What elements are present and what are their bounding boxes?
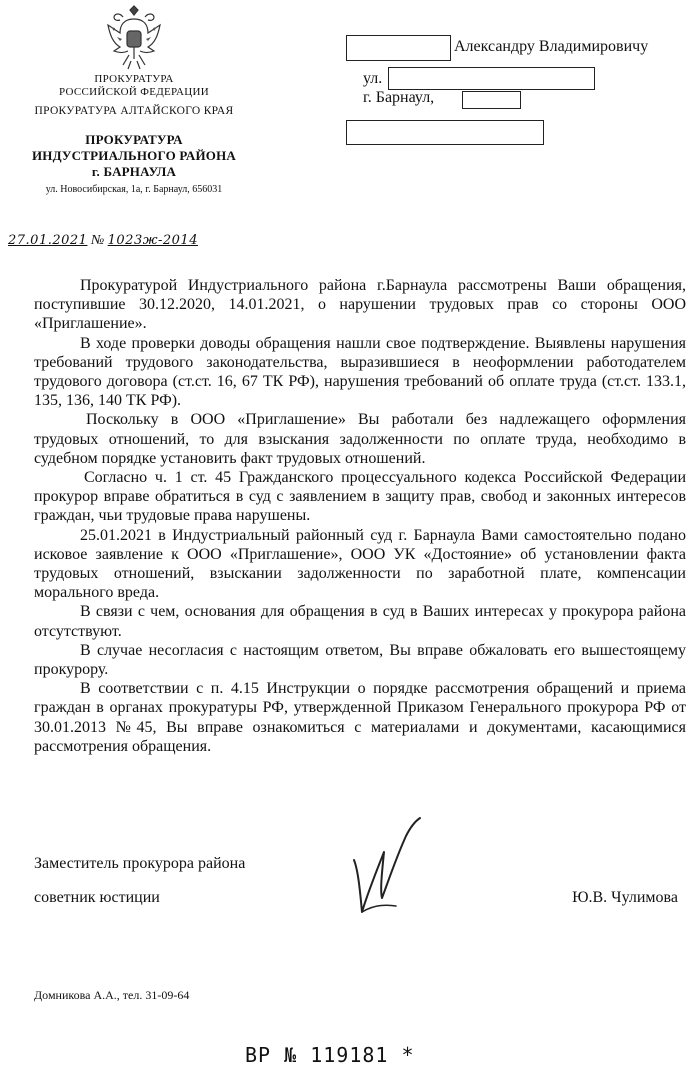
- redacted-surname: [346, 35, 451, 61]
- letter-body: [34, 276, 686, 756]
- body-paragraph: В связи с чем, основания для обращения в суд в Ваших интересах у прокурора района отсутствуют.: [34, 603, 686, 640]
- redacted-street: [388, 67, 595, 90]
- body-paragraph: В случае несогласия с настоящим ответом, Вы вправе обжаловать его вышестоящему прокурору.: [34, 641, 686, 679]
- letterhead-region: ПРОКУРАТУРА АЛТАЙСКОГО КРАЯ: [34, 105, 234, 117]
- executor-contact: Домникова А.А., тел. 31-09-64: [34, 988, 190, 1002]
- serial-number: ВР № 119181 *: [245, 1043, 415, 1067]
- letterhead-org: [4, 73, 264, 99]
- handwritten-signature-icon: [318, 800, 438, 920]
- body-paragraph: Согласно ч. 1 ст. 45 Гражданского процессуального кодекса Российской Федерации прокурор вправе обратиться в суд с заявлением в защиту прав, свобод и законных интересов граждан, чьи трудовые права нарушены.: [34, 469, 686, 525]
- letterhead-office: [4, 132, 264, 180]
- signer-name: Ю.В. Чулимова: [572, 889, 678, 906]
- letterhead-address: ул. Новосибирская, 1а, г. Барнаул, 656031: [45, 184, 223, 195]
- registration-number: 1023ж-2014: [107, 233, 198, 248]
- double-headed-eagle-icon: [103, 5, 165, 71]
- recipient-city: г. Барнаул,: [363, 89, 435, 106]
- registration-number-prefix: №: [90, 233, 105, 248]
- office-line1: ПРОКУРАТУРА: [85, 132, 183, 147]
- registration-line: [8, 233, 198, 249]
- body-paragraph: В соответствии с п. 4.15 Инструкции о порядке рассмотрения обращений и приема граждан в органах прокуратуры РФ, утвержденной Приказом Генерального прокурора РФ от 30.01.2013 №45, Вы вправе ознакомиться с материалами и документами, касающимися рассмотрения обращения.: [34, 680, 686, 755]
- body-paragraph: В ходе проверки доводы обращения нашли свое подтверждение. Выявлены нарушения требований трудового законодательства, выразившиеся в неоформлении работодателем трудового договора (ст.ст. 16, 67 ТК РФ), нарушения требований об оплате труда (ст.ст. 133.1, 135, 136, 140 ТК РФ).: [34, 334, 686, 410]
- org-line1: ПРОКУРАТУРА: [94, 73, 174, 85]
- registration-date: 27.01.2021: [8, 233, 88, 248]
- recipient-street-prefix: ул.: [363, 70, 383, 87]
- recipient-name: Александру Владимировичу: [454, 38, 649, 55]
- body-paragraph: 25.01.2021 в Индустриальный районный суд г. Барнаула Вами самостоятельно подано исковое заявление к ООО «Приглашение», ООО УК «Достояние» об установлении факта трудовых отношений, взыскании задолженности по заработной плате, компенсации морального вреда.: [34, 526, 686, 602]
- org-line2: РОССИЙСКОЙ ФЕДЕРАЦИИ: [58, 86, 210, 98]
- office-line3: г. БАРНАУЛА: [91, 164, 177, 179]
- body-paragraph: Поскольку в ООО «Приглашение» Вы работали без надлежащего оформления трудовых отношений, то для взыскания задолженности по оплате труда, необходимо в судебном порядке установить факт трудовых отношений.: [34, 411, 686, 467]
- redacted-house: [462, 91, 521, 109]
- redacted-postcode: [346, 120, 544, 145]
- signer-position-line1: Заместитель прокурора района: [34, 855, 246, 872]
- body-paragraph: Прокуратурой Индустриального района г.Барнаула рассмотрены Ваши обращения, поступившие 30.12.2020, 14.01.2021, о нарушении трудовых прав со стороны ООО «Приглашение».: [34, 277, 686, 333]
- office-line2: ИНДУСТРИАЛЬНОГО РАЙОНА: [32, 148, 236, 163]
- signer-position-line2: советник юстиции: [34, 889, 160, 906]
